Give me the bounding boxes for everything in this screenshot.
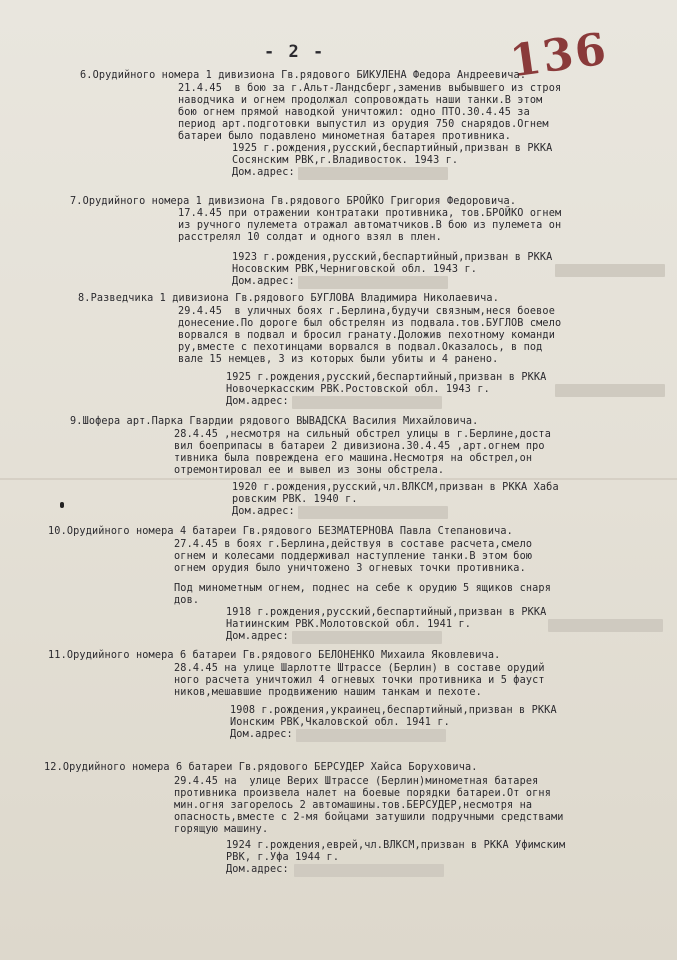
entry-text-line: период арт.подготовки выпустил из орудия 750 снарядов.Огнем <box>178 119 549 130</box>
home-address-label: Дом.адрес: <box>230 729 293 740</box>
redacted-address <box>298 276 448 289</box>
draft-info: Носовским РВК,Черниговской обл. 1943 г. <box>232 264 478 275</box>
entry-text-line: 28.4.45 на улице Шарлотте Штрассе (Берлин) в составе орудий <box>174 663 545 674</box>
birth-info: 1920 г.рождения,русский,чл.ВЛКСМ,призван в РККА Хаба <box>232 482 559 493</box>
entry-text-line: 29.4.45 на улице Верих Штрассе (Берлин)минометная батарея <box>174 776 539 787</box>
ink-speck <box>60 502 64 508</box>
entry-text-line: расстрелял 10 солдат и одного взял в плен. <box>178 232 442 243</box>
redacted-text <box>555 264 665 277</box>
birth-info: 1925 г.рождения,русский,беспартийный,призван в РККА <box>232 143 553 154</box>
draft-info: Новочеркасским РВК.Ростовской обл. 1943 г. <box>226 384 490 395</box>
entry-text-line: 27.4.45 в боях г.Берлина,действуя в составе расчета,смело <box>174 539 533 550</box>
entry-text-line: наводчика и огнем продолжал сопровождать наши танки.В этом <box>178 95 543 106</box>
page-number: - 2 - <box>264 42 326 62</box>
draft-info: РВК, г.Уфа 1944 г. <box>226 852 340 863</box>
draft-info: Ионским РВК,Чкаловской обл. 1941 г. <box>230 717 450 728</box>
home-address-label: Дом.адрес: <box>226 396 289 407</box>
entry-text-line: батареи было подавлено минометная батарея противника. <box>178 131 512 142</box>
home-address-label: Дом.адрес: <box>226 864 289 875</box>
entry-text-line: Под минометным огнем, поднес на себе к орудию 5 ящиков снаря <box>174 583 552 594</box>
home-address-label: Дом.адрес: <box>232 506 295 517</box>
entry-heading: 8.Разведчика 1 дивизиона Гв.рядового БУГЛОВА Владимира Николаевича. <box>78 293 499 304</box>
entry-text-line: донесение.По дороге был обстрелян из подвала.тов.БУГЛОВ смело <box>178 318 562 329</box>
birth-info: 1924 г.рождения,еврей,чл.ВЛКСМ,призван в РККА Уфимским <box>226 840 566 851</box>
birth-info: 1923 г.рождения,русский,беспартийный,призван в РККА <box>232 252 553 263</box>
entry-text-line: 17.4.45 при отражении контратаки противника, тов.БРОЙКО огнем <box>178 208 562 219</box>
home-address-label: Дом.адрес: <box>232 276 295 287</box>
entry-text-line: тивника была повреждена его машина.Несмотря на обстрел,он <box>174 453 533 464</box>
entry-text-line: ру,вместе с пехотинцами ворвался в подвал.Оказалось, в под <box>178 342 543 353</box>
entry-text-line: из ручного пулемета отражал автоматчиков.В бою из пулемета он <box>178 220 562 231</box>
redacted-address <box>298 167 448 180</box>
entry-text-line: вил боеприпасы в батареи 2 дивизиона.30.4.45 ,арт.огнем про <box>174 441 545 452</box>
birth-info: 1908 г.рождения,украинец,беспартийный,призван в РККА <box>230 705 557 716</box>
entry-heading: 6.Орудийного номера 1 дивизиона Гв.рядового БИКУЛЕНА Федора Андреевича. <box>80 70 527 81</box>
redacted-address <box>292 631 442 644</box>
entry-text-line: вале 15 немцев, 3 из которых были убиты и 4 ранено. <box>178 354 499 365</box>
home-address-label: Дом.адрес: <box>232 167 295 178</box>
entry-text-line: 28.4.45 ,несмотря на сильный обстрел улицы в г.Берлине,доста <box>174 429 552 440</box>
entry-text-line: 21.4.45 в бою за г.Альт-Ландсберг,заменив выбывшего из строя <box>178 83 562 94</box>
entry-text-line: бою огнем прямой наводкой уничтожил: одно ПТО.30.4.45 за <box>178 107 530 118</box>
entry-text-line: огнем и колесами поддерживал наступление танки.В этом бою <box>174 551 533 562</box>
redacted-address <box>298 506 448 519</box>
entry-heading: 7.Орудийного номера 1 дивизиона Гв.рядового БРОЙКО Григория Федоровича. <box>70 196 517 207</box>
birth-info: 1918 г.рождения,русский,беспартийный,призван в РККА <box>226 607 547 618</box>
entry-text-line: ворвался в подвал и бросил гранату.Доложив пехотному команди <box>178 330 556 341</box>
entry-heading: 12.Орудийного номера 6 батареи Гв.рядового БЕРСУДЕР Хайса Боруховича. <box>44 762 478 773</box>
handwritten-folio-number: 136 <box>506 23 611 88</box>
draft-info: Натиинским РВК.Молотовской обл. 1941 г. <box>226 619 472 630</box>
redacted-text <box>548 619 663 632</box>
entry-text-line: опасность,вместе с 2-мя бойцами затушили подручными средствами <box>174 812 564 823</box>
entry-text-line: ников,мешавшие продвижению нашим танкам и пехоте. <box>174 687 482 698</box>
entry-heading: 11.Орудийного номера 6 батареи Гв.рядового БЕЛОНЕНКО Михаила Яковлевича. <box>48 650 501 661</box>
redacted-text <box>555 384 665 397</box>
draft-info: Сосянским РВК,г.Владивосток. 1943 г. <box>232 155 459 166</box>
redacted-address <box>292 396 442 409</box>
redacted-address <box>294 864 444 877</box>
draft-info: ровским РВК. 1940 г. <box>232 494 358 505</box>
redacted-address <box>296 729 446 742</box>
home-address-label: Дом.адрес: <box>226 631 289 642</box>
entry-heading: 9.Шофера арт.Парка Гвардии рядового ВЫВАДСКА Василия Михайловича. <box>70 416 479 427</box>
entry-text-line: 29.4.45 в уличных боях г.Берлина,будучи связным,неся боевое <box>178 306 556 317</box>
birth-info: 1925 г.рождения,русский,беспартийный,призван в РККА <box>226 372 547 383</box>
entry-text-line: дов. <box>174 595 200 606</box>
entry-heading: 10.Орудийного номера 4 батареи Гв.рядового БЕЗМАТЕРНОВА Павла Степановича. <box>48 526 513 537</box>
entry-text-line: противника произвела налет на боевые порядки батареи.От огня <box>174 788 552 799</box>
entry-text-line: ного расчета уничтожил 4 огневых точки противника и 5 фауст <box>174 675 545 686</box>
page-fold <box>0 478 677 480</box>
entry-text-line: отремонтировал ее и вывел из зоны обстрела. <box>174 465 445 476</box>
entry-text-line: мин.огня загорелось 2 автомашины.тов.БЕРСУДЕР,несмотря на <box>174 800 533 811</box>
entry-text-line: горящую машину. <box>174 824 269 835</box>
entry-text-line: огнем орудия было уничтожено 3 огневых точки противника. <box>174 563 526 574</box>
